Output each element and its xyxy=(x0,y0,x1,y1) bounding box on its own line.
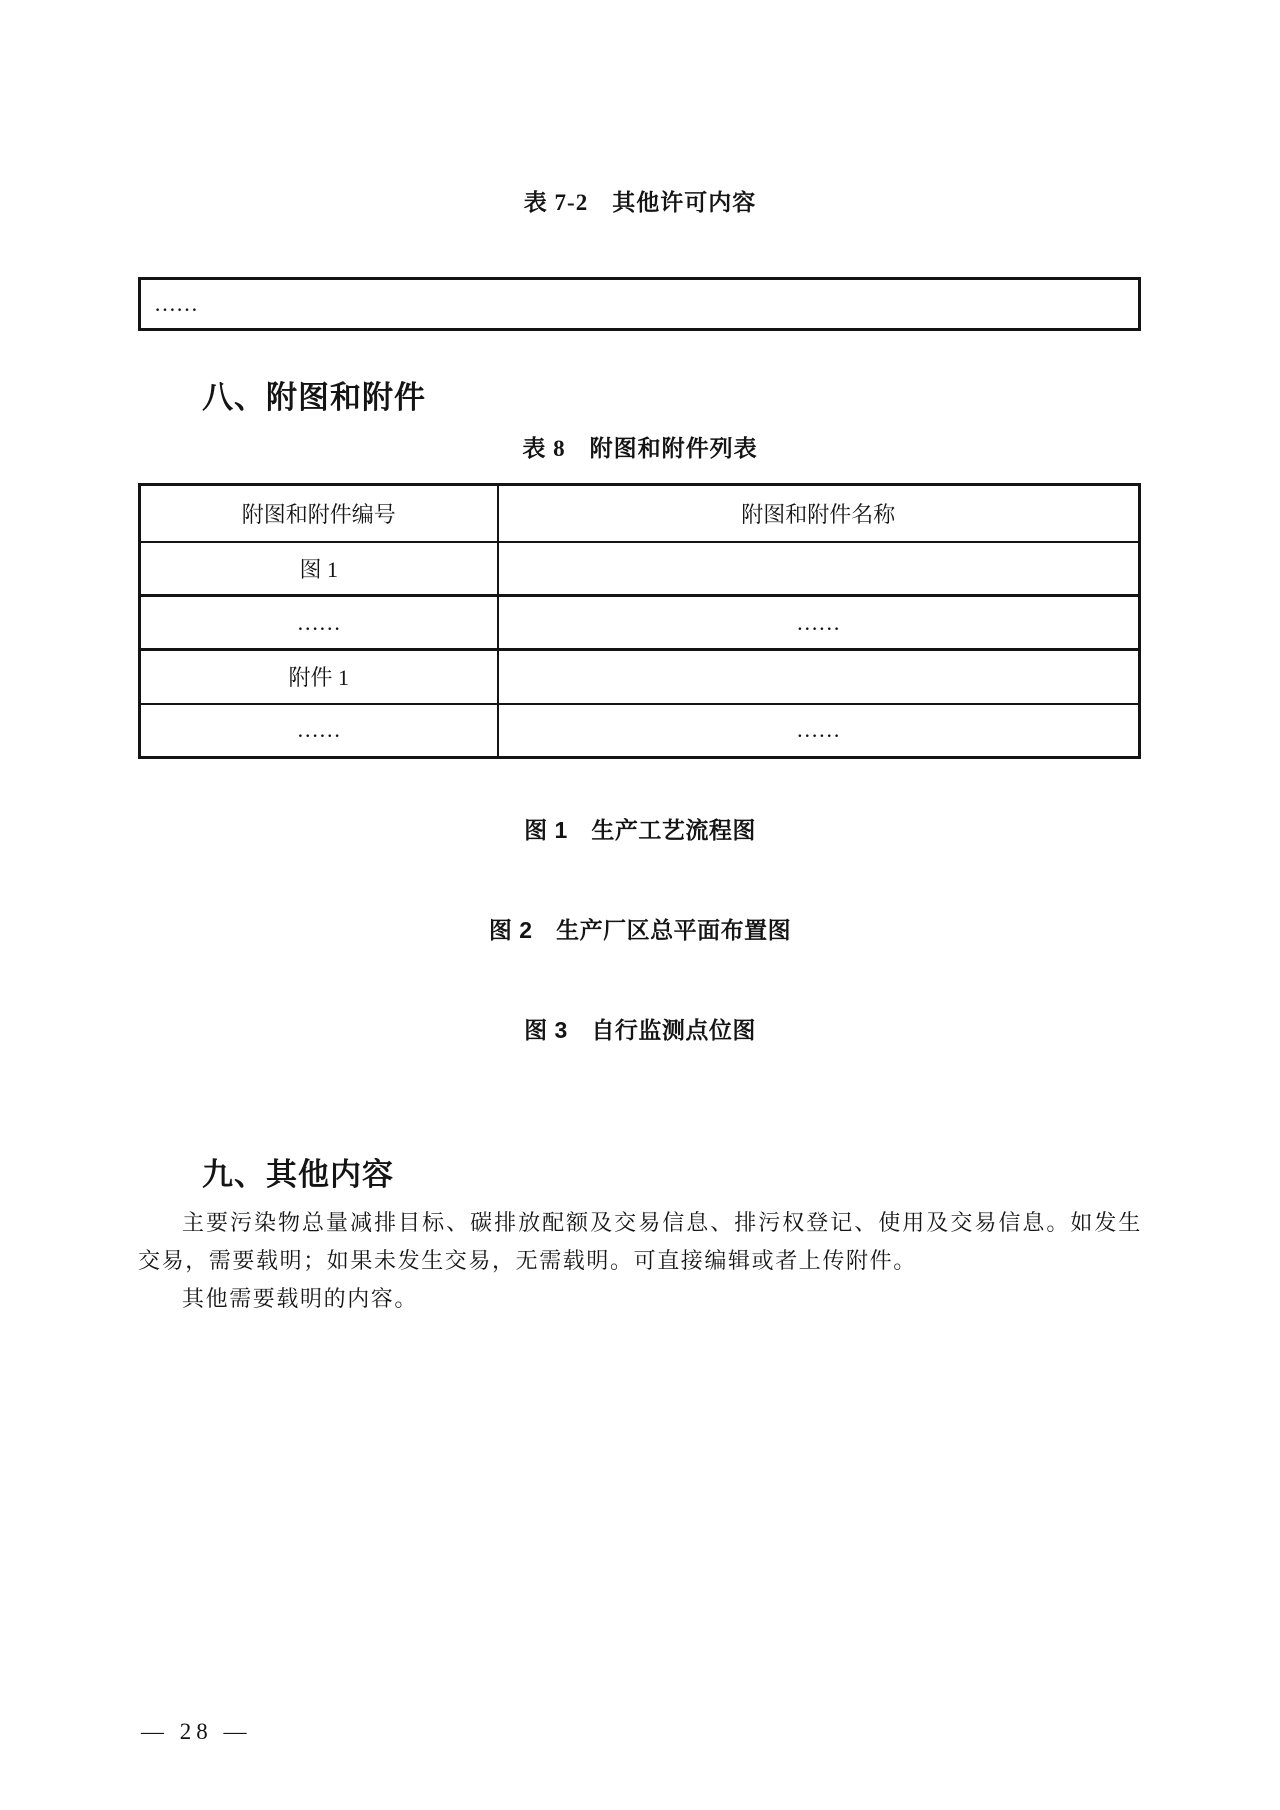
table-row xyxy=(140,650,1140,704)
table-cell-number: …… xyxy=(140,596,498,650)
table-cell-name xyxy=(498,542,1140,596)
table-cell-name: …… xyxy=(498,704,1140,758)
table-row xyxy=(140,596,1140,650)
table-8-title: 表 8 附图和附件列表 xyxy=(522,436,758,461)
table-cell-name: …… xyxy=(498,596,1140,650)
table-7-2-body-box xyxy=(138,277,1141,331)
figure-caption-2: 图 2 生产厂区总平面布置图 xyxy=(488,917,792,943)
table-7-2-title: 表 7-2 其他许可内容 xyxy=(523,190,757,215)
table-cell-name xyxy=(498,650,1140,704)
table-row xyxy=(140,542,1140,596)
table-cell-number: 图 1 xyxy=(140,542,498,596)
figure-caption-3: 图 3 自行监测点位图 xyxy=(524,1017,756,1043)
page-number: — 28 — xyxy=(141,1719,252,1744)
section-9-heading: 九、其他内容 xyxy=(202,1157,394,1192)
figure-caption-1: 图 1 生产工艺流程图 xyxy=(524,817,756,843)
table-cell-number: …… xyxy=(140,704,498,758)
attachments-table-header-row xyxy=(140,485,1140,542)
body-paragraph: 主要污染物总量减排目标、碳排放配额及交易信息、排污权登记、使用及交易信息。如发生交易，需要载明；如果未发生交易，无需载明。可直接编辑或者上传附件。 xyxy=(138,1210,1142,1273)
section-9-body xyxy=(138,1204,1142,1318)
body-paragraph: 其他需要载明的内容。 xyxy=(182,1286,419,1311)
table-cell-number: 附件 1 xyxy=(140,650,498,704)
table-7-2-ellipsis: …… xyxy=(154,291,198,316)
section-8-heading: 八、附图和附件 xyxy=(202,380,426,415)
table-row xyxy=(140,704,1140,758)
header-attachment-number: 附图和附件编号 xyxy=(140,485,498,542)
header-attachment-name: 附图和附件名称 xyxy=(498,485,1140,542)
attachments-table xyxy=(138,483,1141,759)
